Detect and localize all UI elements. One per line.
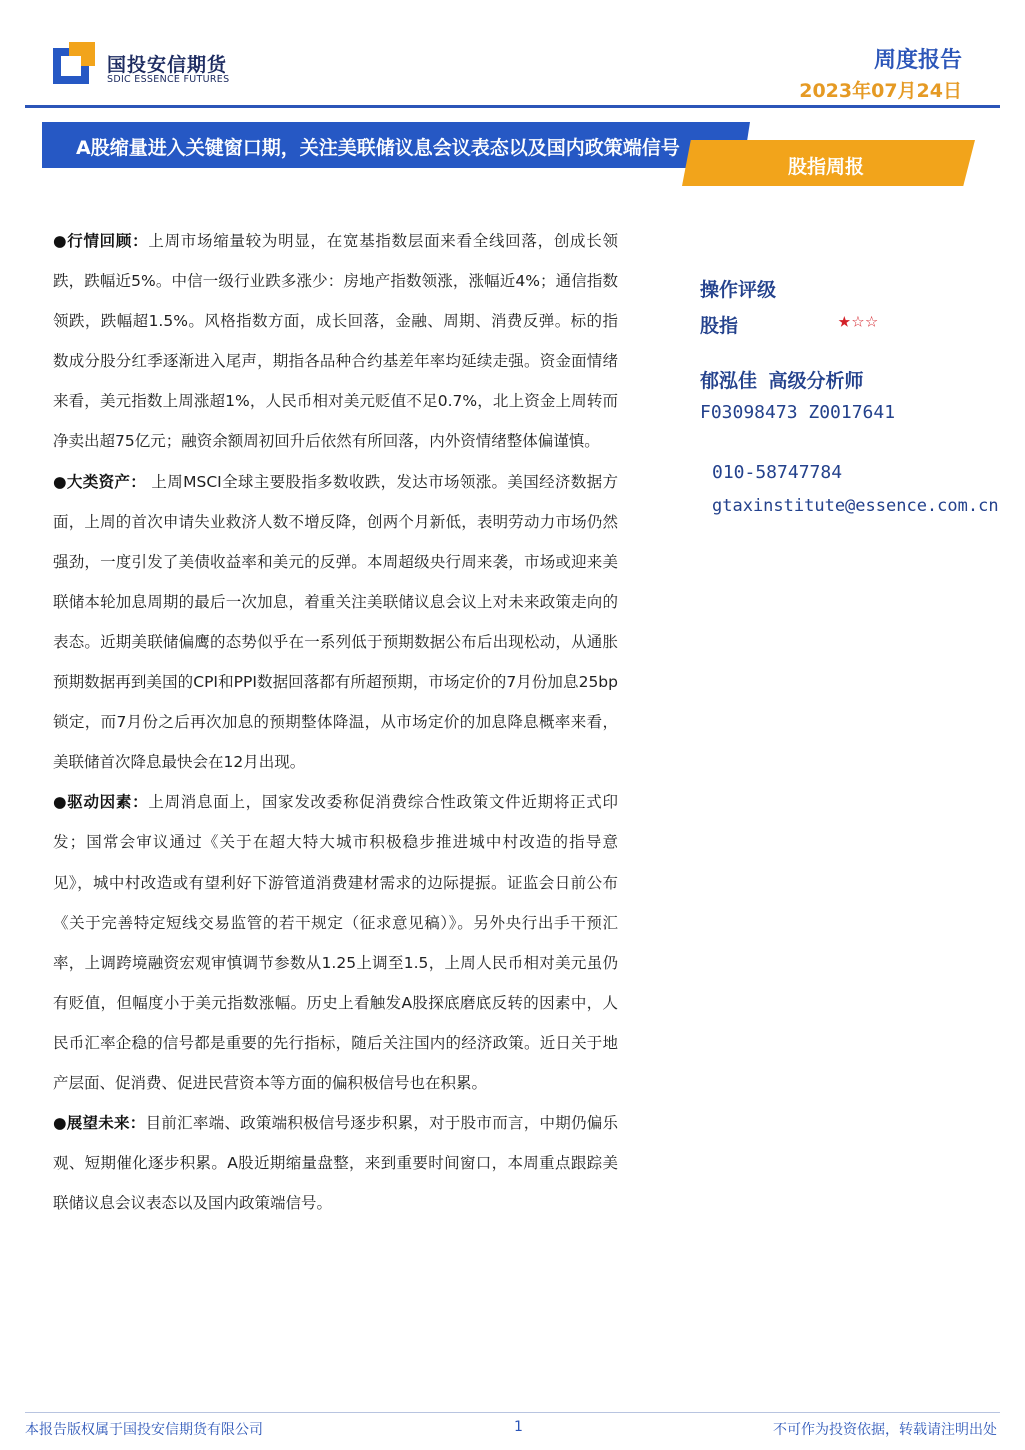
footer-disclaimer: 不可作为投资依据，转载请注明出处 xyxy=(773,1422,997,1438)
section-label: ●行情回顾： xyxy=(53,232,149,250)
analyst-name: 郁泓佳 高级分析师 xyxy=(700,370,864,392)
footer-divider xyxy=(25,1412,1000,1413)
logo-text-en: SDIC ESSENCE FUTURES xyxy=(107,74,230,85)
logo-text-cn: 国投安信期货 xyxy=(107,54,228,76)
section-market-review xyxy=(53,221,618,462)
section-asset-classes xyxy=(53,462,618,783)
logo-mark-icon xyxy=(53,42,99,86)
section-outlook xyxy=(53,1103,618,1223)
section-label: ●大类资产： xyxy=(53,472,147,491)
contact-phone: 010-58747784 xyxy=(712,462,843,483)
footer-copyright: 本报告版权属于国投安信期货有限公司 xyxy=(25,1422,263,1438)
rating-stars-icon: ★☆☆ xyxy=(838,308,879,332)
rating-label: 股指 xyxy=(700,315,739,337)
section-drivers xyxy=(53,782,618,1103)
report-headline: A股缩量进入关键窗口期，关注美联储议息会议表态以及国内政策端信号 xyxy=(76,137,680,159)
company-logo xyxy=(53,42,253,92)
header-divider xyxy=(25,105,1000,108)
category-label: 股指周报 xyxy=(788,156,865,178)
section-label: ●展望未来： xyxy=(53,1114,146,1133)
section-text: 上周市场缩量较为明显，在宽基指数层面来看全线回落，创成长领跌，跌幅近5%。中信一级行业跌多涨少：房地产指数领涨，涨幅近4%；通信指数领跌，跌幅超1.5%。风格指数方面，成长回落，金融、周期、消费反弹。标的指数成分股分红季逐渐进入尾声，期指各品种合约基差年率均延续走强。资金面情绪来看，美元指数上周涨超1%，人民币相对美元贬值不足0.7%，北上资金上周转而净卖出超75亿元；融资余额周初回升后依然有所回落，内外资情绪整体偏谨慎。 xyxy=(53,232,618,451)
section-label: ●驱动因素： xyxy=(53,793,149,812)
section-text: 目前汇率端、政策端积极信号逐步积累，对于股市而言，中期仍偏乐观、短期催化逐步积累。A股近期缩量盘整，来到重要时间窗口，本周重点跟踪美联储议息会议表态以及国内政策端信号。 xyxy=(53,1114,618,1213)
rating-heading: 操作评级 xyxy=(700,279,777,301)
contact-email[interactable]: gtaxinstitute@essence.com.cn xyxy=(712,496,999,516)
analyst-cert: F03098473 Z0017641 xyxy=(700,402,896,423)
report-type: 周度报告 xyxy=(873,48,962,73)
report-date: 2023年07月24日 xyxy=(799,80,962,102)
section-text: 上周消息面上，国家发改委称促消费综合性政策文件近期将正式印发；国常会审议通过《关于在超大特大城市积极稳步推进城中村改造的指导意见》，城中村改造或有望利好下游管道消费建材需求的边际提振。证监会日前公布《关于完善特定短线交易监管的若干规定（征求意见稿）》。另外央行出手干预汇率，上调跨境融资宏观审慎调节参数从1.25上调至1.5，上周人民币相对美元虽仍有贬值，但幅度小于美元指数涨幅。历史上看触发A股探底磨底反转的因素中，人民币汇率企稳的信号都是重要的先行指标，随后关注国内的经济政策。近日关于地产层面、促消费、促进民营资本等方面的偏积极信号也在积累。 xyxy=(53,793,618,1092)
page-number: 1 xyxy=(514,1419,523,1435)
section-text: 上周MSCI全球主要股指多数收跌，发达市场领涨。美国经济数据方面，上周的首次申请失业救济人数不增反降，创两个月新低，表明劳动力市场仍然强劲，一度引发了美债收益率和美元的反弹。本周超级央行周来袭，市场或迎来美联储本轮加息周期的最后一次加息，着重关注美联储议息会议上对未来政策走向的表态。近期美联储偏鹰的态势似乎在一系列低于预期数据公布后出现松动，从通胀预期数据再到美国的CPI和PPI数据回落都有所超预期，市场定价的7月份加息25bp锁定，而7月份之后再次加息的预期整体降温，从市场定价的加息降息概率来看，美联储首次降息最快会在12月出现。 xyxy=(53,472,618,772)
report-body xyxy=(53,221,618,1223)
